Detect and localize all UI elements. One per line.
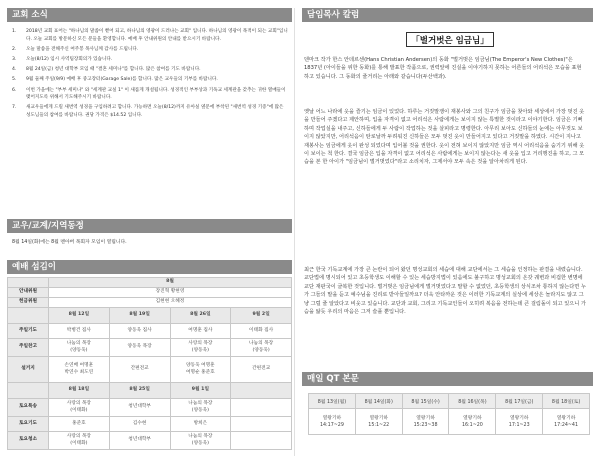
row-label: 주일찬고 (8, 339, 49, 357)
month-cell: 8월 (49, 278, 292, 288)
news-number: 6. (12, 87, 17, 93)
saturday-date: 8월 25일 (109, 383, 170, 399)
news-number: 1. (12, 29, 17, 34)
table-cell: 박병건 집사 (49, 324, 110, 339)
news-number: 3. (12, 56, 17, 62)
daily-qt-header: 매일 QT 본문 (302, 372, 593, 386)
table-cell: 손연배 여명훈 박연수 최도연 (49, 357, 110, 383)
news-number: 7. (12, 105, 17, 111)
qt-date: 8월 15일(수) (402, 394, 449, 409)
table-cell: 김수현 (109, 417, 170, 432)
sunday-date: 8월 19일 (109, 308, 170, 324)
news-number: 5. (12, 77, 17, 83)
news-number: 2. (12, 46, 17, 52)
news-text: 이번 가을에는 "부부 세미나" 와 "세계관 교실 1" 이 새롭게 개설됩니다. 성경적인 부부상과 기독교 세계관을 갖추는 귀한 열매들이 맺어지도록 위해서 기도해주시기 바랍니다. (26, 87, 286, 101)
column-paragraph: 최근 한국 기독교계에 가장 큰 논란이 되어 왔던 명성교회의 세습에 대해 교단에서는 그 세습을 인정하는 판결을 내렸습니다. 교단법에 명시되어 있고 초등학생도 이해할 수 있는 세습방지법이 있음에도 불구하고 명성교회의 온갖 궤변과 비겁한 변명에 교단 재판국이 굴복한 것입니다. 벌거벗은 임금님에게 벌거벗었다고 말할 수 없었던, 초등학생의 상식조차 통하지 않는다면 누가 그들의 말을 듣고 예수님을 진리로 받아들일까요? 더욱 안타까운 것은 이러한 기독교계의 실상에 세상은 놀라지도 않고 그냥 그럴 줄 알았다고 비웃고 있습니다. 교단과 교회, 그리고 기독교인들이 오히려 복음을 전하는데 큰 걸림돌이 되고 있으니 가슴을 앓듯 우리의 마음은 그저 슬플 뿐입니다. (304, 267, 586, 316)
table-cell: 나눔의 목장 (양동욱) (49, 339, 110, 357)
qt-date: 8월 13일(월) (309, 394, 356, 409)
row-label: 토요특송 (8, 399, 49, 417)
qt-passage: 열왕기하 15:1~22 (355, 409, 402, 435)
pastor-column-header: 담임목사 칼럼 (302, 8, 593, 22)
table-cell: 나눔의 목장 (양동욱) (170, 399, 231, 417)
table-cell: 나눔의 목장 (양동욱) (170, 432, 231, 450)
table-cell: 사랑의 목장 (이태화) (49, 399, 110, 417)
table-cell: 청년대학부 (109, 432, 170, 450)
row-label: 주일기도 (8, 324, 49, 339)
qt-date: 8월 18일(토) (543, 394, 590, 409)
table-cell: 간편전교 (231, 357, 292, 383)
offering-names: 김현현 오혜정 (49, 298, 292, 308)
news-text: 새교우들에게 드릴 새번역 성경을 구입하려고 합니다. 가능하면 오늘(8/12)까지 유아실 옆문에 부착된 "새번역 성경 기증"에 많은 성도님들의 참여를 바랍니다. 권당 가격은 $14.52 입니다. (26, 105, 284, 118)
qt-passage: 열왕기하 15:23~38 (402, 409, 449, 435)
table-cell: 양동욱 집사 (109, 324, 170, 339)
table-cell: 사랑의 목장 (양동욱) (170, 339, 231, 357)
row-label: 토요기도 (8, 417, 49, 432)
news-number: 4. (12, 67, 17, 73)
usher-names: 장진혁 황현영 (49, 288, 292, 298)
table-cell: 청년대학부 (109, 399, 170, 417)
saturday-date: 9월 1일 (170, 383, 231, 399)
news-item (12, 28, 288, 43)
sunday-date: 8월 26일 (170, 308, 231, 324)
qt-date: 8월 16일(목) (449, 394, 496, 409)
church-news-header: 교회 소식 (7, 8, 292, 22)
row-label: 토요청소 (8, 432, 49, 450)
blank-cell (8, 383, 49, 399)
news-item (12, 104, 288, 119)
column-paragraph: 옛날 어느 나라에 옷을 즐기는 임금이 있었다. 하루는 거짓말쟁이 재봉사와 그의 친구가 임금을 찾아와 세상에서 가장 멋진 옷을 만들어 주겠다고 제안하며, 입을 자격이 없고 어리석은 사람에게는 보이지 않는 특별한 것이라고 이야기한다. 임금은 기뻐하며 작업실을 내주고, 신하들에게 두 사람이 작업하는 것을 살피라고 명령한다. 아무리 보아도 신하들의 눈에는 아무것도 보이지 않았지만, 어리석음이 탄로날까 두려워진 신하들은 모두 멋진 옷이 만들어지고 있다고 거짓말을 하였다. 시간이 지나고 재봉사는 임금에게 옷이 완성 되었다며 입어볼 것을 권한다. 옷이 전혀 보이지 않았지만 임금 역시 어리석음을 숨기기 위해 옷이 보이는 척 한다. 결국 임금은 입을 자격이 없고 어리석은 사람에게는 보이지 않는다는 새 옷을 입고 거리행진을 하고, 그 모습을 본 한 아이가 "임금님이 벌거벗었다"라고 소리치자, 그제서야 모두 속은 것을 알아차리게 된다. (304, 109, 585, 166)
news-item (12, 87, 288, 102)
sunday-date: 8월 12일 (49, 308, 110, 324)
blank-cell (231, 417, 292, 432)
blank-cell (231, 383, 292, 399)
news-item (12, 66, 288, 74)
column-divider (294, 8, 295, 456)
table-cell: 양동욱 목장 (109, 339, 170, 357)
table-cell: 양동욱 여명훈 여명순 홍준호 (170, 357, 231, 383)
table-cell: 나눔의 목장 (양동욱) (231, 339, 292, 357)
service-team-header: 예배 섬김이 (7, 260, 292, 274)
blank-cell (8, 308, 49, 324)
qt-passage: 열왕기하 14:17~29 (309, 409, 356, 435)
sunday-date: 9월 2일 (231, 308, 292, 324)
news-item (12, 56, 288, 64)
news-text: 오늘 말씀을 전해주신 여주봉 목사님께 감사를 드립니다. (26, 46, 139, 52)
service-team-table (7, 277, 292, 450)
qt-date: 8월 14일(화) (355, 394, 402, 409)
table-cell: 홍준호 (49, 417, 110, 432)
table-cell: 방희은 (170, 417, 231, 432)
news-item (12, 76, 288, 84)
saturday-date: 8월 18일 (49, 383, 110, 399)
column-paragraph: 덴마크 작가 한스 안데르센(Hans Christian Andersen)의 동화 "벌거벗은 임금님(The Emperor's New Clothes)"은 1837년 (아이들을 위한 동화)를 통해 발표한 작품으로, 권력앞에 진실을 이야기하지 못하는 어른들의 어리석은 모습을 표현하고 있습니다. 그 동화의 줄거리는 아래와 같습니다(두산백과). (304, 57, 582, 80)
row-label: 설거지 (8, 357, 49, 383)
blank-cell (231, 432, 292, 450)
qt-passage: 열왕기하 16:1~20 (449, 409, 496, 435)
offering-label: 헌금위원 (8, 298, 49, 308)
news-text: 8월 24일(금) 청년 대학부 모임 때 "결혼 세미나"를 합니다. 많은 참여를 기도 바랍니다. (26, 67, 201, 73)
news-text: 2018년 교회 표어는 "하나님의 말씀이 뻗어 되고, 하나님의 영광이 드러나는 교회" 입니다. 하나님의 영광이 목적이 되는 교회"입니다. 오늘 교회를 방문하신 모든 분들을 환영합니다. 예배 후 안내위원의 안내를 받으시기 바랍니다. (26, 29, 288, 42)
table-cell: 이태화 집사 (231, 324, 292, 339)
daily-qt-table (308, 393, 590, 435)
qt-date: 8월 17일(금) (496, 394, 543, 409)
news-text: 9월 둘째 주일(9/9) 예배 후 중고장터(Garage Sale)를 합니다. 많은 교우들의 기부를 바랍니다. (26, 77, 218, 83)
blank-cell (8, 278, 49, 288)
missions-note: 8월 14일(화)에는 8월 멘아버 목회자 모임이 열립니다. (12, 240, 127, 245)
table-cell: 여명훈 집사 (170, 324, 231, 339)
column-title: 「벌거벗은 임금님」 (406, 32, 494, 47)
news-text: 오늘(8/12) 임시 사역팀장회의가 있습니다. (26, 56, 113, 62)
qt-passage: 열왕기하 17:24~41 (543, 409, 590, 435)
blank-cell (231, 399, 292, 417)
table-cell: 사랑의 목장 (이태화) (49, 432, 110, 450)
news-item (12, 46, 288, 54)
usher-label: 안내위원 (8, 288, 49, 298)
missions-header: 교우/교계/지역동정 (7, 219, 292, 233)
table-cell: 간편전교 (109, 357, 170, 383)
qt-passage: 열왕기하 17:1~23 (496, 409, 543, 435)
church-news-list (12, 28, 288, 122)
